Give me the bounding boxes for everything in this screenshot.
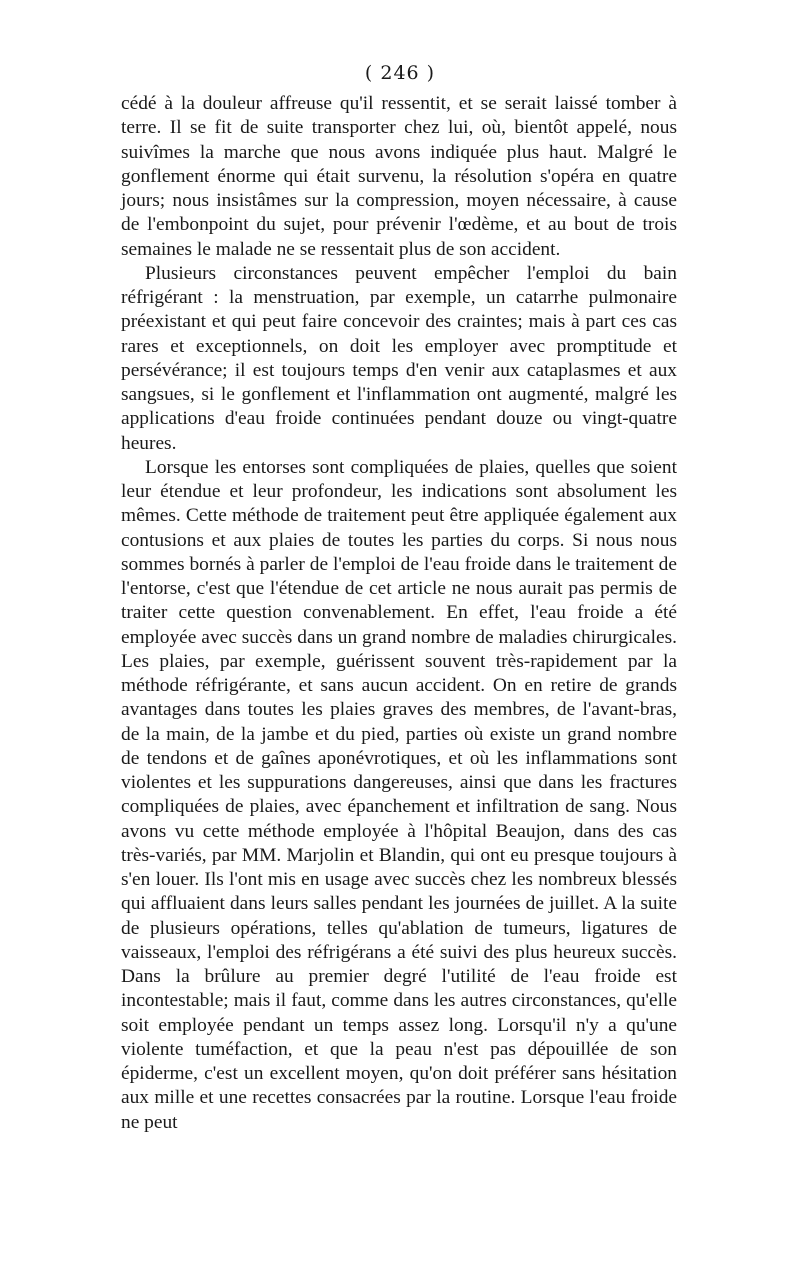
page-number: ( 246 ) <box>364 62 436 84</box>
paragraph-2: Plusieurs circonstances peuvent empêcher l'emploi du bain réfrigérant : la menstruation, par exemple, un catarrhe pulmonaire préexistant et qui peut faire concevoir des craintes; mais à part ces cas rares et exceptionnels, on doit les employer avec promptitude et persévérance; il est toujours temps d'en venir aux cataplasmes et aux sangsues, si le gonflement et l'inflammation ont augmenté, malgré les applications d'eau froide continuées pendant douze ou vingt-quatre heures. <box>121 262 677 454</box>
body-text <box>121 92 677 1135</box>
paragraph-1: cédé à la douleur affreuse qu'il ressentit, et se serait laissé tomber à terre. Il se fit de suite transporter chez lui, où, bientôt appelé, nous suivîmes la marche que nous avons indiquée plus haut. Malgré le gonflement énorme qui était survenu, la résolution s'opéra en quatre jours; nous insistâmes sur la compression, moyen nécessaire, à cause de l'embonpoint du sujet, pour prévenir l'œdème, et au bout de trois semaines le malade ne se ressentait plus de son accident. <box>121 93 677 260</box>
paragraph-3: Lorsque les entorses sont compliquées de plaies, quelles que soient leur étendue et leur profondeur, les indications sont absolument les mêmes. Cette méthode de traitement peut être appliquée également aux contusions et aux plaies de toutes les parties du corps. Si nous nous sommes bornés à parler de l'emploi de l'eau froide dans le traitement de l'entorse, c'est que l'étendue de cet article ne nous aurait pas permis de traiter cette question convenablement. En effet, l'eau froide a été employée avec succès dans un grand nombre de maladies chirurgicales. Les plaies, par exemple, guérissent souvent très-rapidement par la méthode réfrigérante, et sans aucun accident. On en retire de grands avantages dans toutes les plaies graves des membres, de l'avant-bras, de la main, de la jambe et du pied, parties où existe un grand nombre de tendons et de gaînes aponévrotiques, et où les inflammations sont violentes et les suppurations dangereuses, ainsi que dans les fractures compliquées de plaies, avec épanchement et infiltration de sang. Nous avons vu cette méthode employée à l'hôpital Beaujon, dans des cas très-variés, par MM. Marjolin et Blandin, qui ont eu presque toujours à s'en louer. Ils l'ont mis en usage avec succès chez les nombreux blessés qui affluaient dans leurs salles pendant les journées de juillet. A la suite de plusieurs opérations, telles qu'ablation de tumeurs, ligatures de vaisseaux, l'emploi des réfrigérans a été suivi des plus heureux succès. Dans la brûlure au premier degré l'utilité de l'eau froide est incontestable; mais il faut, comme dans les autres circonstances, qu'elle soit employée pendant un temps assez long. Lorsqu'il n'y a qu'une violente tuméfaction, et que la peau n'est pas dépouillée de son épiderme, c'est un excellent moyen, qu'on doit préférer sans hésitation aux mille et une recettes consacrées par la routine. Lorsque l'eau froide ne peut <box>121 456 677 1133</box>
